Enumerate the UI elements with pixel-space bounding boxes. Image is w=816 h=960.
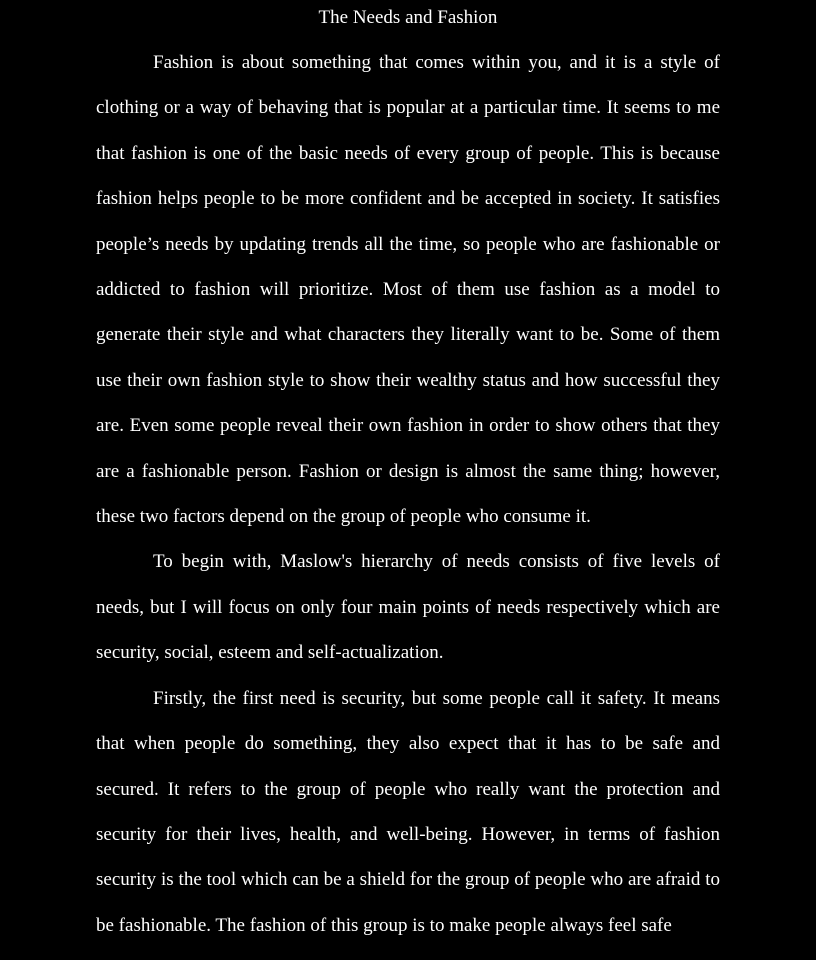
- paragraph-intro: Fashion is about something that comes within you, and it is a style of clothing or a way of behaving that is popular at a particular time. It seems to me that fashion is one of the basic needs of every group of people. This is because fashion helps people to be more confident and be accepted in society. It satisfies people’s needs by updating trends all the time, so people who are fashionable or addicted to fashion will prioritize. Most of them use fashion as a model to generate their style and what characters they literally want to be. Some of them use their own fashion style to show their wealthy status and how successful they are. Even some people reveal their own fashion in order to show others that they are a fashionable person. Fashion or design is almost the same thing; however, these two factors depend on the group of people who consume it.: [96, 52, 720, 528]
- document-title: The Needs and Fashion: [318, 7, 498, 28]
- document-body: [96, 40, 720, 948]
- paragraph-maslow: To begin with, Maslow's hierarchy of needs consists of five levels of needs, but I will focus on only four main points of needs respectively which are security, social, esteem and self-actualization.: [96, 551, 720, 664]
- paragraph-security: Firstly, the first need is security, but some people call it safety. It means that when people do something, they also expect that it has to be safe and secured. It refers to the group of people who really want the protection and security for their lives, health, and well-being. However, in terms of fashion security is the tool which can be a shield for the group of people who are afraid to be fashionable. The fashion of this group is to make people always feel safe: [96, 687, 720, 936]
